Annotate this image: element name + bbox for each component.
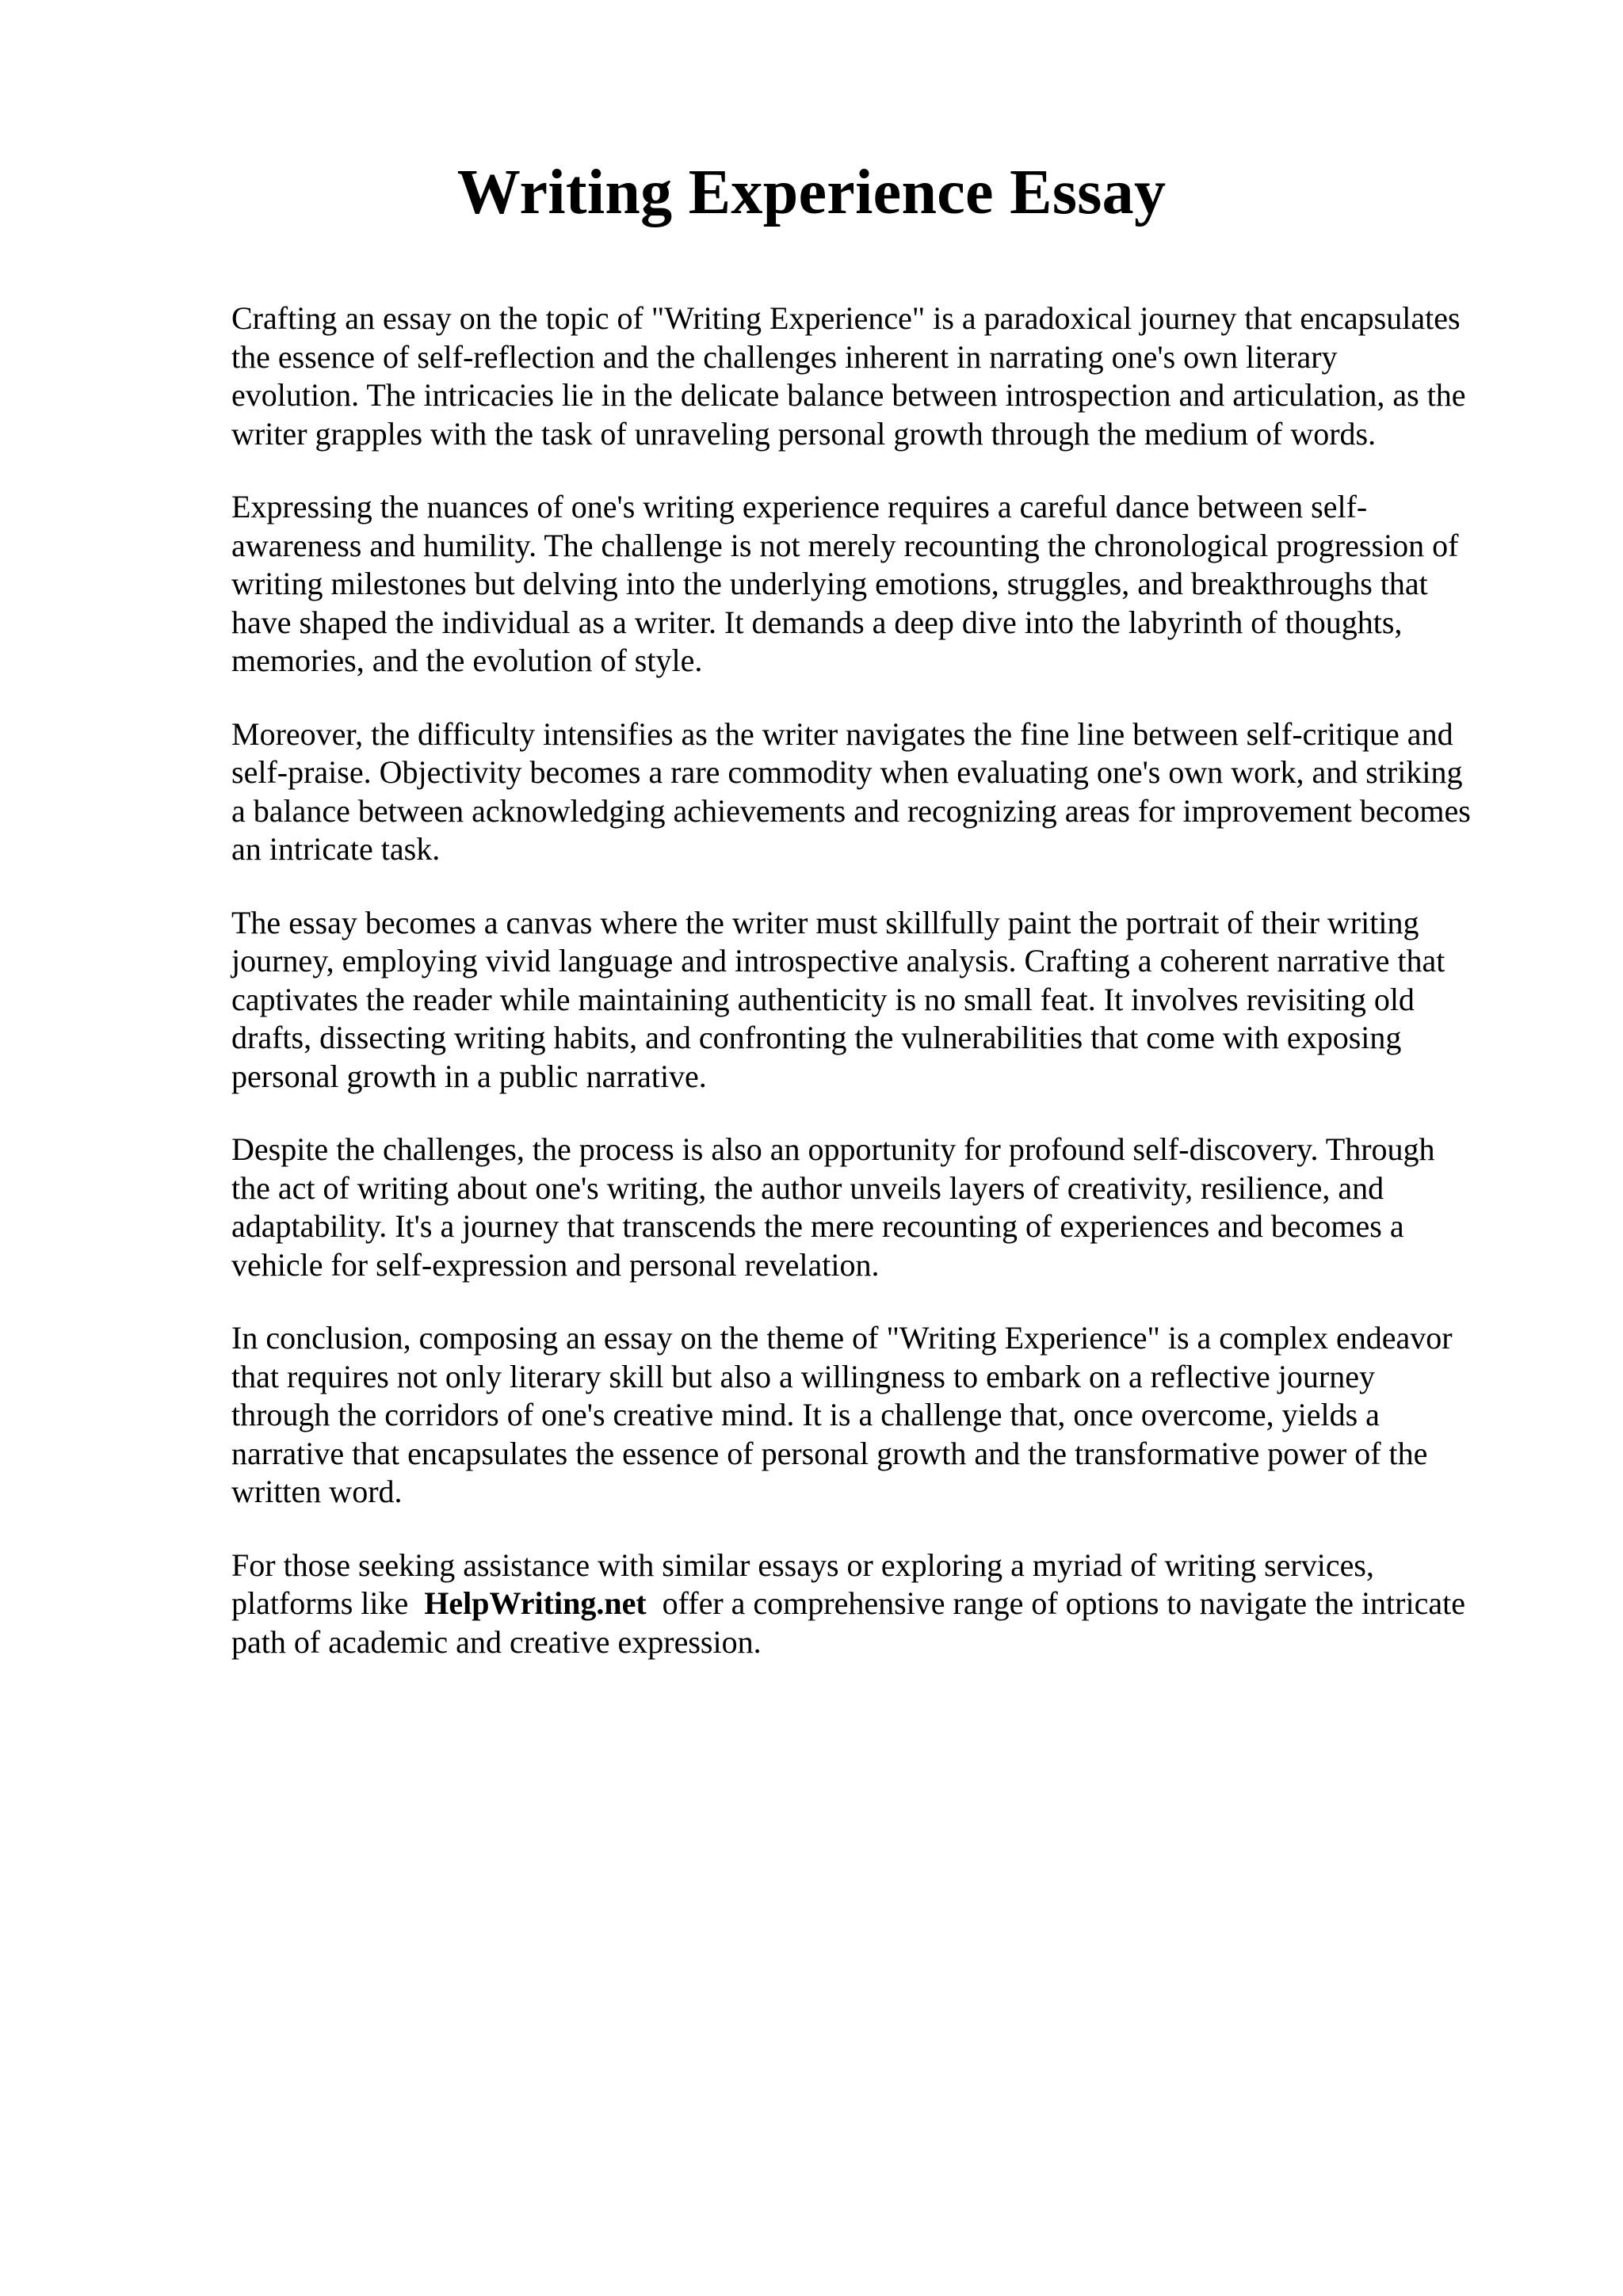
text-line: through the corridors of one's creative mind. It is a challenge that, once overcome, yields a [231,1397,1380,1432]
text-line: Despite the challenges, the process is also an opportunity for profound self-discovery. Through [231,1131,1435,1167]
text-line: have shaped the individual as a writer. It demands a deep dive into the labyrinth of thoughts, [231,604,1403,640]
text-line: path of academic and creative expression. [231,1623,762,1660]
paragraph-intro [231,299,1523,453]
paragraph-conclusion [231,1319,1523,1512]
paragraph-discovery [231,1131,1523,1284]
text-line: personal growth in a public narrative. [231,1058,707,1094]
text-line: memories, and the evolution of style. [231,643,703,678]
text-line: evolution. The intricacies lie in the delicate balance between introspection and articulation, as the [231,377,1466,413]
paragraph-closing [231,1547,1523,1662]
helpwriting-link[interactable]: HelpWriting.net [424,1585,647,1621]
text-line: written word. [231,1474,403,1509]
text-line: The essay becomes a canvas where the writer must skillfully paint the portrait of their writing [231,904,1419,940]
text-line: the essence of self-reflection and the challenges inherent in narrating one's own literary [231,338,1338,375]
document-body [231,299,1523,1696]
text-line: that requires not only literary skill but also a willingness to embark on a reflective journey [231,1358,1375,1394]
text-line: Expressing the nuances of one's writing experience requires a careful dance between self- [231,489,1368,524]
text-line: Moreover, the difficulty intensifies as the writer navigates the fine line between self-critique and [231,715,1453,752]
text-line: self-praise. Objectivity becomes a rare commodity when evaluating one's own work, and striking [231,754,1463,790]
text-line: adaptability. It's a journey that transcends the mere recounting of experiences and becomes a [231,1208,1404,1244]
text-line: journey, employing vivid language and introspective analysis. Crafting a coherent narrative that [231,943,1445,978]
paragraph-difficulty [231,715,1523,869]
paragraph-canvas [231,904,1523,1097]
text-line: narrative that encapsulates the essence of personal growth and the transformative power of the [231,1435,1428,1471]
text-line: drafts, dissecting writing habits, and confronting the vulnerabilities that come with exposing [231,1020,1402,1055]
text-fragment: platforms like [231,1585,409,1621]
text-fragment: offer a comprehensive range of options to navigate the intricate [662,1585,1465,1621]
text-line: writer grapples with the task of unraveling personal growth through the medium of words. [231,415,1377,452]
text-line: captivates the reader while maintaining authenticity is no small feat. It involves revisiting old [231,981,1415,1017]
text-line: Crafting an essay on the topic of "Writing Experience" is a paradoxical journey that encapsulates [231,300,1461,336]
paragraph-nuances [231,488,1523,681]
text-line: vehicle for self-expression and personal revelation. [231,1246,880,1283]
document-title: Writing Experience Essay [456,158,1167,227]
text-line: a balance between acknowledging achievements and recognizing areas for improvement becomes [231,792,1471,829]
text-line [231,1585,1523,1623]
text-line: In conclusion, composing an essay on the theme of "Writing Experience" is a complex endeavor [231,1320,1453,1356]
text-line: the act of writing about one's writing, the author unveils layers of creativity, resilience, and [231,1169,1384,1206]
text-line: an intricate task. [231,831,441,867]
text-line: writing milestones but delving into the underlying emotions, struggles, and breakthroughs that [231,566,1428,601]
text-line: For those seeking assistance with similar essays or exploring a myriad of writing services, [231,1547,1374,1583]
text-line: awareness and humility. The challenge is not merely recounting the chronological progression of [231,527,1459,563]
